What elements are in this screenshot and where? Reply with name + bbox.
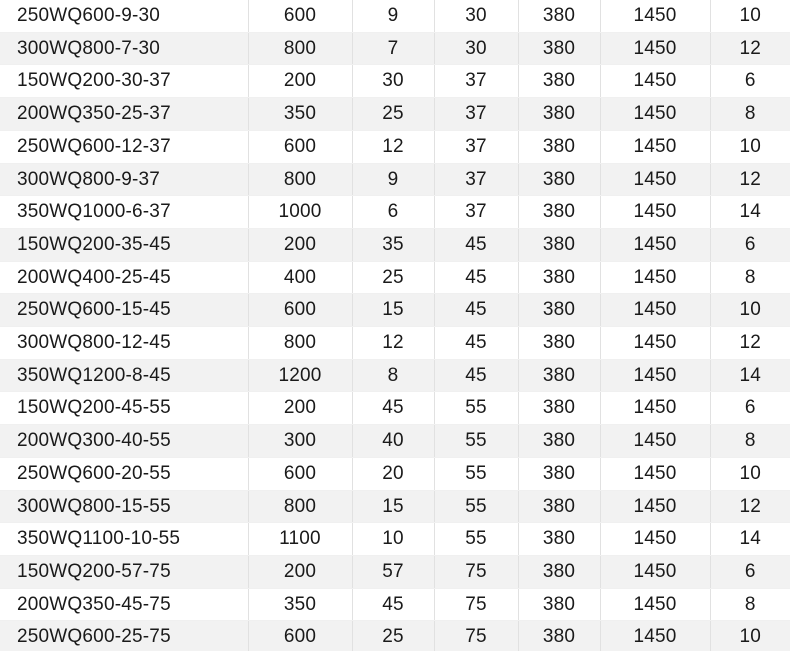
speed-cell: 1450 bbox=[600, 261, 710, 294]
power-cell: 45 bbox=[434, 294, 518, 327]
flow-cell: 350 bbox=[248, 98, 352, 131]
speed-cell: 1450 bbox=[600, 621, 710, 651]
voltage-cell: 380 bbox=[518, 130, 600, 163]
speed-cell: 1450 bbox=[600, 32, 710, 65]
speed-cell: 1450 bbox=[600, 490, 710, 523]
flow-cell: 1200 bbox=[248, 359, 352, 392]
voltage-cell: 380 bbox=[518, 359, 600, 392]
voltage-cell: 380 bbox=[518, 98, 600, 131]
voltage-cell: 380 bbox=[518, 228, 600, 261]
flow-cell: 400 bbox=[248, 261, 352, 294]
flow-cell: 300 bbox=[248, 425, 352, 458]
model-cell: 200WQ350-45-75 bbox=[0, 588, 248, 621]
speed-cell: 1450 bbox=[600, 523, 710, 556]
power-cell: 55 bbox=[434, 425, 518, 458]
outlet-cell: 14 bbox=[710, 196, 790, 229]
table-row bbox=[0, 98, 790, 131]
model-cell: 200WQ300-40-55 bbox=[0, 425, 248, 458]
speed-cell: 1450 bbox=[600, 425, 710, 458]
outlet-cell: 10 bbox=[710, 0, 790, 32]
outlet-cell: 6 bbox=[710, 228, 790, 261]
head-cell: 9 bbox=[352, 163, 434, 196]
speed-cell: 1450 bbox=[600, 588, 710, 621]
outlet-cell: 10 bbox=[710, 621, 790, 651]
voltage-cell: 380 bbox=[518, 261, 600, 294]
voltage-cell: 380 bbox=[518, 588, 600, 621]
table-row bbox=[0, 65, 790, 98]
flow-cell: 800 bbox=[248, 327, 352, 360]
table-row bbox=[0, 490, 790, 523]
head-cell: 12 bbox=[352, 327, 434, 360]
flow-cell: 600 bbox=[248, 457, 352, 490]
voltage-cell: 380 bbox=[518, 327, 600, 360]
flow-cell: 200 bbox=[248, 555, 352, 588]
power-cell: 45 bbox=[434, 261, 518, 294]
outlet-cell: 12 bbox=[710, 163, 790, 196]
power-cell: 45 bbox=[434, 359, 518, 392]
voltage-cell: 380 bbox=[518, 0, 600, 32]
table-row bbox=[0, 621, 790, 651]
flow-cell: 600 bbox=[248, 130, 352, 163]
model-cell: 200WQ350-25-37 bbox=[0, 98, 248, 131]
power-cell: 37 bbox=[434, 130, 518, 163]
power-cell: 37 bbox=[434, 98, 518, 131]
model-cell: 250WQ600-15-45 bbox=[0, 294, 248, 327]
flow-cell: 600 bbox=[248, 294, 352, 327]
voltage-cell: 380 bbox=[518, 294, 600, 327]
head-cell: 57 bbox=[352, 555, 434, 588]
speed-cell: 1450 bbox=[600, 457, 710, 490]
speed-cell: 1450 bbox=[600, 228, 710, 261]
head-cell: 7 bbox=[352, 32, 434, 65]
power-cell: 45 bbox=[434, 228, 518, 261]
speed-cell: 1450 bbox=[600, 0, 710, 32]
voltage-cell: 380 bbox=[518, 65, 600, 98]
model-cell: 300WQ800-9-37 bbox=[0, 163, 248, 196]
speed-cell: 1450 bbox=[600, 392, 710, 425]
model-cell: 250WQ600-25-75 bbox=[0, 621, 248, 651]
power-cell: 37 bbox=[434, 65, 518, 98]
flow-cell: 800 bbox=[248, 32, 352, 65]
model-cell: 150WQ200-30-37 bbox=[0, 65, 248, 98]
model-cell: 250WQ600-20-55 bbox=[0, 457, 248, 490]
head-cell: 20 bbox=[352, 457, 434, 490]
outlet-cell: 8 bbox=[710, 98, 790, 131]
table-row bbox=[0, 523, 790, 556]
model-cell: 300WQ800-12-45 bbox=[0, 327, 248, 360]
outlet-cell: 10 bbox=[710, 294, 790, 327]
outlet-cell: 8 bbox=[710, 425, 790, 458]
speed-cell: 1450 bbox=[600, 98, 710, 131]
power-cell: 37 bbox=[434, 163, 518, 196]
flow-cell: 800 bbox=[248, 490, 352, 523]
model-cell: 250WQ600-9-30 bbox=[0, 0, 248, 32]
head-cell: 25 bbox=[352, 621, 434, 651]
speed-cell: 1450 bbox=[600, 163, 710, 196]
voltage-cell: 380 bbox=[518, 523, 600, 556]
speed-cell: 1450 bbox=[600, 555, 710, 588]
power-cell: 55 bbox=[434, 523, 518, 556]
table-row bbox=[0, 588, 790, 621]
power-cell: 37 bbox=[434, 196, 518, 229]
outlet-cell: 8 bbox=[710, 588, 790, 621]
voltage-cell: 380 bbox=[518, 490, 600, 523]
model-cell: 150WQ200-35-45 bbox=[0, 228, 248, 261]
head-cell: 25 bbox=[352, 98, 434, 131]
voltage-cell: 380 bbox=[518, 32, 600, 65]
head-cell: 15 bbox=[352, 490, 434, 523]
power-cell: 30 bbox=[434, 32, 518, 65]
table-row bbox=[0, 261, 790, 294]
flow-cell: 1000 bbox=[248, 196, 352, 229]
speed-cell: 1450 bbox=[600, 65, 710, 98]
head-cell: 35 bbox=[352, 228, 434, 261]
head-cell: 45 bbox=[352, 588, 434, 621]
flow-cell: 350 bbox=[248, 588, 352, 621]
voltage-cell: 380 bbox=[518, 425, 600, 458]
outlet-cell: 12 bbox=[710, 490, 790, 523]
speed-cell: 1450 bbox=[600, 294, 710, 327]
table-row bbox=[0, 130, 790, 163]
head-cell: 45 bbox=[352, 392, 434, 425]
flow-cell: 200 bbox=[248, 392, 352, 425]
model-cell: 350WQ1200-8-45 bbox=[0, 359, 248, 392]
table-row bbox=[0, 228, 790, 261]
voltage-cell: 380 bbox=[518, 392, 600, 425]
voltage-cell: 380 bbox=[518, 457, 600, 490]
model-cell: 200WQ400-25-45 bbox=[0, 261, 248, 294]
voltage-cell: 380 bbox=[518, 621, 600, 651]
flow-cell: 600 bbox=[248, 0, 352, 32]
head-cell: 15 bbox=[352, 294, 434, 327]
table-row bbox=[0, 457, 790, 490]
model-cell: 350WQ1000-6-37 bbox=[0, 196, 248, 229]
table-row bbox=[0, 163, 790, 196]
model-cell: 150WQ200-57-75 bbox=[0, 555, 248, 588]
outlet-cell: 8 bbox=[710, 261, 790, 294]
head-cell: 10 bbox=[352, 523, 434, 556]
model-cell: 300WQ800-7-30 bbox=[0, 32, 248, 65]
outlet-cell: 12 bbox=[710, 32, 790, 65]
voltage-cell: 380 bbox=[518, 555, 600, 588]
outlet-cell: 10 bbox=[710, 130, 790, 163]
head-cell: 6 bbox=[352, 196, 434, 229]
flow-cell: 200 bbox=[248, 65, 352, 98]
flow-cell: 200 bbox=[248, 228, 352, 261]
flow-cell: 600 bbox=[248, 621, 352, 651]
head-cell: 8 bbox=[352, 359, 434, 392]
table-row bbox=[0, 425, 790, 458]
outlet-cell: 6 bbox=[710, 555, 790, 588]
table-row bbox=[0, 294, 790, 327]
power-cell: 75 bbox=[434, 555, 518, 588]
table-row bbox=[0, 555, 790, 588]
table-row bbox=[0, 392, 790, 425]
voltage-cell: 380 bbox=[518, 196, 600, 229]
head-cell: 40 bbox=[352, 425, 434, 458]
head-cell: 25 bbox=[352, 261, 434, 294]
table-row bbox=[0, 196, 790, 229]
flow-cell: 1100 bbox=[248, 523, 352, 556]
outlet-cell: 12 bbox=[710, 327, 790, 360]
power-cell: 55 bbox=[434, 490, 518, 523]
speed-cell: 1450 bbox=[600, 359, 710, 392]
model-cell: 250WQ600-12-37 bbox=[0, 130, 248, 163]
speed-cell: 1450 bbox=[600, 130, 710, 163]
table-row bbox=[0, 359, 790, 392]
model-cell: 300WQ800-15-55 bbox=[0, 490, 248, 523]
power-cell: 30 bbox=[434, 0, 518, 32]
table-row bbox=[0, 327, 790, 360]
power-cell: 55 bbox=[434, 392, 518, 425]
outlet-cell: 14 bbox=[710, 359, 790, 392]
head-cell: 12 bbox=[352, 130, 434, 163]
head-cell: 30 bbox=[352, 65, 434, 98]
flow-cell: 800 bbox=[248, 163, 352, 196]
outlet-cell: 6 bbox=[710, 392, 790, 425]
head-cell: 9 bbox=[352, 0, 434, 32]
power-cell: 55 bbox=[434, 457, 518, 490]
outlet-cell: 14 bbox=[710, 523, 790, 556]
power-cell: 75 bbox=[434, 621, 518, 651]
speed-cell: 1450 bbox=[600, 196, 710, 229]
model-cell: 350WQ1100-10-55 bbox=[0, 523, 248, 556]
voltage-cell: 380 bbox=[518, 163, 600, 196]
outlet-cell: 6 bbox=[710, 65, 790, 98]
power-cell: 75 bbox=[434, 588, 518, 621]
power-cell: 45 bbox=[434, 327, 518, 360]
table-row bbox=[0, 0, 790, 32]
outlet-cell: 10 bbox=[710, 457, 790, 490]
speed-cell: 1450 bbox=[600, 327, 710, 360]
model-cell: 150WQ200-45-55 bbox=[0, 392, 248, 425]
table-row bbox=[0, 32, 790, 65]
